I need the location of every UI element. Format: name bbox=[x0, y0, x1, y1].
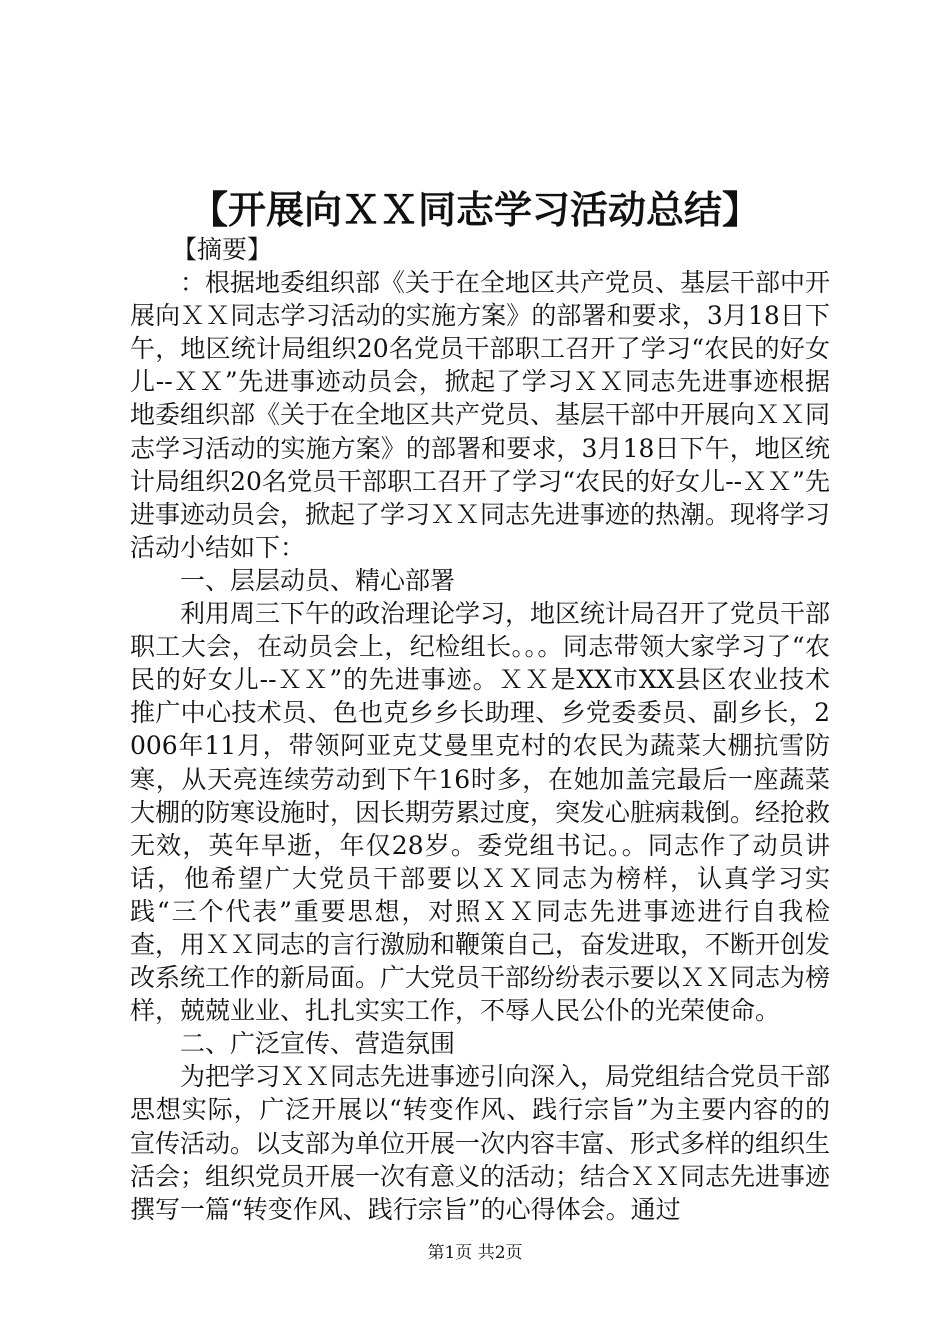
abstract-label: 【摘要】 bbox=[172, 235, 273, 264]
paragraph-section-1: 利用周三下午的政治理论学习，地区统计局召开了党员干部职工大会，在动员会上，纪检组长。。。同志带领大家学习了“农民的好女儿--ＸＸ”的先进事迹。ＸＸ是XX市XX县区农业技术推广中心技术员、色也克乡乡长助理、乡党委委员、副乡长，2006年11月，带领阿亚克艾曼里克村的农民为蔬菜大棚抗雪防寒，从天亮连续劳动到下午16时多，在她加盖完最后一座蔬菜大棚的防寒设施时，因长期劳累过度，突发心脏病栽倒。经抢救无效，英年早逝，年仅28岁。委党组书记。。同志作了动员讲话，他希望广大党员干部要以ＸＸ同志为榜样，认真学习实践“三个代表”重要思想，对照ＸＸ同志先进事迹进行自我检查，用ＸＸ同志的言行激励和鞭策自己，奋发进取，不断开创发改系统工作的新局面。广大党员干部纷纷表示要以ＸＸ同志为榜样，兢兢业业、扎扎实实工作，不辱人民公仆的光荣使命。 bbox=[130, 599, 831, 1026]
section-heading-2: 二、广泛宣传、营造氛围 bbox=[180, 1029, 456, 1059]
section-heading-1: 一、层层动员、精心部署 bbox=[180, 565, 456, 595]
paragraph-section-2: 为把学习ＸＸ同志先进事迹引向深入，局党组结合党员干部思想实际，广泛开展以“转变作风、践行宗旨”为主要内容的的宣传活动。以支部为单位开展一次内容丰富、形式多样的组织生活会；组织党员开展一次有意义的活动；结合ＸＸ同志先进事迹撰写一篇“转变作风、践行宗旨”的心得体会。通过 bbox=[130, 1062, 831, 1224]
page-footer: 第1页 共2页 bbox=[427, 1243, 523, 1263]
paragraph-intro: ：根据地委组织部《关于在全地区共产党员、基层干部中开展向ＸＸ同志学习活动的实施方案》的部署和要求，3月18日下午，地区统计局组织20名党员干部职工召开了学习“农民的好女儿--ＸＸ”先进事迹动员会，掀起了学习ＸＸ同志先进事迹根据地委组织部《关于在全地区共产党员、基层干部中开展向ＸＸ同志学习活动的实施方案》的部署和要求，3月18日下午，地区统计局组织20名党员干部职工召开了学习“农民的好女儿--ＸＸ”先进事迹动员会，掀起了学习ＸＸ同志先进事迹的热潮。现将学习活动小结如下： bbox=[130, 268, 831, 562]
document-title: 【开展向ＸＸ同志学习活动总结】 bbox=[189, 187, 760, 232]
document-body bbox=[130, 233, 830, 1226]
